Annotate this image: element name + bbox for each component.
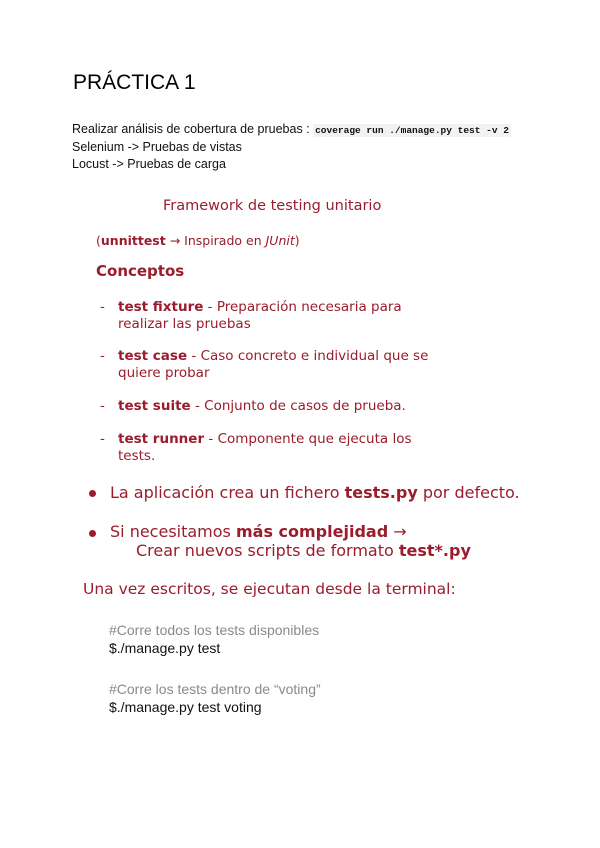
bullet-text-bold: tests.py [344,483,418,502]
concept-item-test-suite [118,398,406,415]
concept-term: test runner [118,431,205,447]
bullet-complexity [110,522,407,542]
page-title: PRÁCTICA 1 [73,71,196,94]
bullet-tests-file [110,483,520,503]
unittest-term: unnittest [100,233,166,248]
bullet-text-post: → [388,522,407,541]
coverage-command: coverage run ./manage.py test -v 2 [315,125,509,136]
concept-item-test-case [118,348,428,382]
intro-line-selenium: Selenium -> Pruebas de vistas [72,140,242,154]
bullet-text-post: por defecto. [417,483,520,502]
slide-subtitle [96,233,300,248]
intro-line-locust: Locust -> Pruebas de carga [72,157,226,171]
bullet-text-pre: Si necesitamos [110,522,236,541]
concept-term: test case [118,348,188,364]
bullet-text-pre: Crear nuevos scripts de formato [136,541,399,560]
concept-desc-cont: tests. [118,448,156,464]
concept-term: test fixture [118,299,204,315]
concept-desc: - Componente que ejecuta los [204,431,412,447]
code-comment: #Corre los tests dentro de “voting” [109,681,321,697]
concept-desc-cont: quiere probar [118,365,210,381]
concept-item-test-fixture [118,299,402,333]
dash-marker: - [100,398,105,414]
code-command: $./manage.py test [109,640,221,656]
terminal-intro: Una vez escritos, se ejecutan desde la terminal: [83,580,456,598]
dash-marker: - [100,348,105,364]
paren-open: ( [96,233,101,248]
concept-desc: - Preparación necesaria para [203,299,402,315]
concept-desc-cont: realizar las pruebas [118,316,251,332]
concept-desc: - Conjunto de casos de prueba. [190,398,406,414]
concept-item-test-runner [118,431,412,465]
intro-line-coverage [72,122,511,136]
concept-term: test suite [118,398,191,414]
code-command: $./manage.py test voting [109,699,262,715]
bullet-complexity-line2 [136,541,471,561]
inspired-text: → Inspirado en [165,233,266,248]
bullet-dot [89,490,96,497]
dash-marker: - [100,431,105,447]
concept-desc: - Caso concreto e individual que se [187,348,429,364]
bullet-dot [89,530,96,537]
bullet-text-pre: La aplicación crea un fichero [110,483,345,502]
dash-marker: - [100,299,105,315]
code-comment: #Corre todos los tests disponibles [109,622,320,638]
bullet-text-bold: más complejidad [235,522,389,541]
concepts-heading: Conceptos [96,262,185,280]
slide-title: Framework de testing unitario [163,198,382,214]
bullet-text-bold: test*.py [398,541,471,560]
intro-coverage-text: Realizar análisis de cobertura de pruebas : [72,122,314,136]
paren-close: ) [294,233,300,248]
junit-term: JUnit [265,233,295,248]
